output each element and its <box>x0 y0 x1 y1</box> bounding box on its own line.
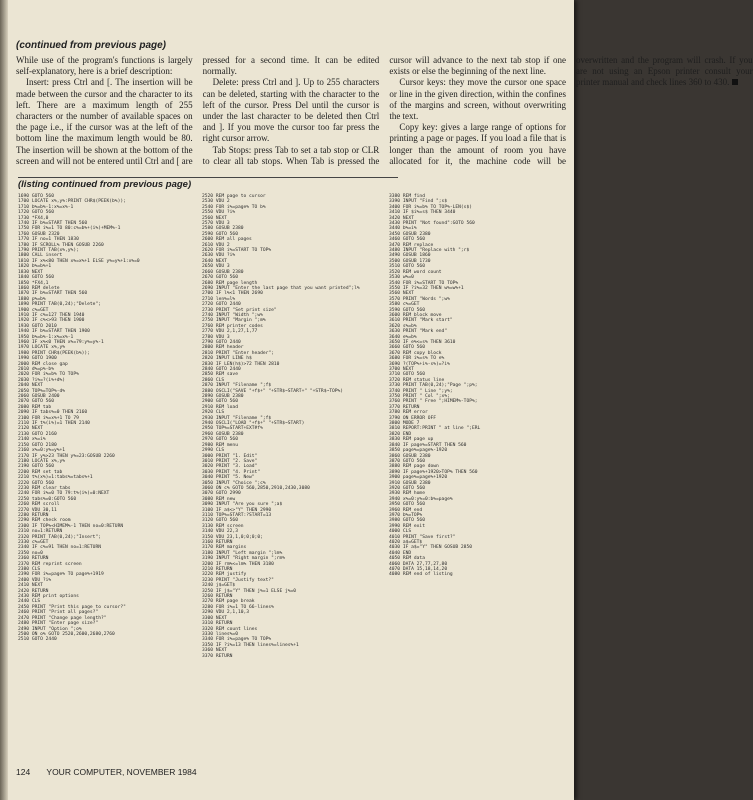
prose-paragraph: While use of the program's functions is largely self-explanatory, here is a brief description: <box>16 55 193 77</box>
magazine-issue: YOUR COMPUTER, NOVEMBER 1984 <box>46 767 197 777</box>
page-number: 124 <box>16 767 31 777</box>
prose-paragraph: Tab Stops: press Tab to set a tab stop or CLR to clear all tab stops. When Tab is pressed the cursor will advance to the next tab stop if one exists or else the beginning of the next line. <box>202 55 566 166</box>
prose-paragraph: Insert: press Ctrl and [. The insertion will be made between the cursor and the character to its left. There are a maximum length of 255 characters or the number of available spaces on the page i.e., if the cursor was at the left of the bottom line the maximum length would be 80. The insertion will be shown at the bottom of the screen and will not be entered until Ctrl and [ are pressed for a second time. It can be edited normally. <box>16 55 380 166</box>
end-of-article-mark <box>732 79 738 85</box>
prose-last-text: Copy key: gives a large range of options for printing a page or pages. If you load a file that is longer than the amount of room you have allocated for it, the machine code will be overwritten and the program will crash. If you are not using an Epson printer consult your printer manual and check lines 360 to 430. <box>389 55 753 166</box>
page-gutter <box>0 0 8 800</box>
listing-column-1: 1690 GOTO 560 1700 LOCATE x%,y%:PRINT CHR$(PEEK(b%)); 1710 b%=b%-1:x%=x%-1 1720 GOTO 560 1730 *FX4,0 1740 IF b%=START THEN 560 1750 FOR i%=1 TO 80:c%=b%+(i%)+MEM%-1 1760 GOSUB 2320 1770 IF no=1 THEN 1830 1780 IF SCROLL% THEN GOSUB 2260 1790 PRINT TAB(x%,y%); 1800 CALL insert 1810 IF x%<80 THEN x%=x%+1 ELSE y%=y%+1:x%=0 1820 b%=b%+1 1830 NEXT 1840 GOTO 560 1850 *FX4,1 1860 REM delete 1870 IF b%=START THEN 560 1880 p%=b% 1890 PRINT TAB(0,24);"Delete"; 1900 c%=GET 1910 IF c%=127 THEN 1940 1920 IF c%<>93 THEN 1900 1930 GOTO 2010 1940 IF b%=START THEN 1900 1950 b%=b%-1:x%=x%-1 1960 IF x%<0 THEN x%=79:y%=y%-1 1970 LOCATE x%,y% 1980 PRINT CHR$(PEEK(b%)); 1990 GOTO 1900 2000 REM close gap 2010 d%=p%-b% 2020 FOR i%=b% TO TOP% 2030 ?i%=?(i%+d%) 2040 NEXT 2050 TOP%=TOP%-d% 2060 GOSUB 2400 2070 GOTO 560 2080 REM tab 2090 IF tabs%=0 THEN 2160 2100 FOR i%=x%+1 TO 79 2110 IF t%(i%)=1 THEN 2140 2120 NEXT 2130 GOTO 2160 2140 x%=i% 2150 GOTO 2180 2160 x%=0:y%=y%+1 2170 IF y%>23 THEN y%=23:GOSUB 2260 2180 LOCATE x%,y% 2190 GOTO 560 2200 REM set tab 2210 t%(x%)=1:tabs%=tabs%+1 2220 GOTO 560 2230 REM clear tabs 2240 FOR i%=0 TO 79:t%(i%)=0:NEXT 2250 tabs%=0:GOTO 560 2260 REM scroll 2270 VDU 30,11 2280 RETURN 2290 REM check room 2300 IF TOP%<HIMEM%-1 THEN no=0:RETURN 2310 no=1:RETURN 2320 PRINT TAB(0,24);"Insert"; 2330 c%=GET 2340 IF c%=91 THEN no=1:RETURN 2350 no=0 2360 RETURN 2370 REM reprint screen 2380 CLS 2390 FOR i%=page% TO page%+1919 2400 VDU ?i% 2410 NEXT 2420 RETURN 2430 REM print options 2440 CLS 2450 PRINT "Print this page to cursor?" 2460 PRINT "Print all pages?" 2470 PRINT "Change page length?" 2480 PRINT "Enter page size?" 2490 INPUT "Option ";o% 2500 ON o% GOTO 2520,2600,2680,2760 2510 GOTO 2440 <box>18 194 140 643</box>
prose-paragraph: Cursor keys: they move the cursor one space or line in the given direction, within the confines of the margins and screen, without overwriting the text. <box>389 77 566 122</box>
continued-header: (continued from previous page) <box>16 40 167 51</box>
page-footer <box>16 767 566 777</box>
article-prose <box>16 55 753 175</box>
listing-column-3: 3380 REM find 3390 INPUT "Find ";s$ 3400 FOR i%=b% TO TOP%-LEN(s$) 3410 IF $i%=s$ THEN 3440 3420 NEXT 3430 PRINT "Not found":GOTO 560 3440 b%=i% 3450 GOSUB 2380 3460 GOTO 560 3470 REM replace 3480 INPUT "Replace with ";r$ 3490 GOSUB 1860 3500 GOSUB 1730 3510 GOTO 560 3520 REM word count 3530 w%=0 3540 FOR i%=START TO TOP% 3550 IF ?i%=32 THEN w%=w%+1 3560 NEXT 3570 PRINT "Words ";w% 3580 c%=GET 3590 GOTO 560 3600 REM block move 3610 PRINT "Mark start" 3620 s%=b% 3630 PRINT "Mark end" 3640 e%=b% 3650 IF e%<=s% THEN 3610 3660 GOTO 560 3670 REM copy block 3680 FOR i%=s% TO e% 3690 ?(TOP%+i%-s%)=?i% 3700 NEXT 3710 GOTO 560 3720 REM status line 3730 PRINT TAB(0,24);"Page ";p%; 3740 PRINT " Line ";y%; 3750 PRINT " Col ";x%; 3760 PRINT " Free ";HIMEM%-TOP%; 3770 RETURN 3780 REM error 3790 ON ERROR OFF 3800 MODE 7 3810 REPORT:PRINT " at line ";ERL 3820 END 3830 REM page up 3840 IF page%=START THEN 560 3850 page%=page%-1920 3860 GOSUB 2380 3870 GOTO 560 3880 REM page down 3890 IF page%+1920>TOP% THEN 560 3900 page%=page%+1920 3910 GOSUB 2380 3920 GOTO 560 3930 REM home 3940 x%=0:y%=0:b%=page% 3950 GOTO 560 3960 REM end 3970 b%=TOP% 3980 GOTO 560 3990 REM exit 4000 CLS 4010 PRINT "Save first?" 4020 a$=GET$ 4030 IF a$="Y" THEN GOSUB 2850 4040 END 4050 REM data 4060 DATA 27,77,27,80 4070 DATA 15,18,14,20 4080 REM end of listing <box>389 194 481 578</box>
listing-column-2: 2520 REM page to cursor 2530 VDU 2 2540 FOR i%=page% TO b% 2550 VDU ?i% 2560 NEXT 2570 VDU 3 2580 GOSUB 2380 2590 GOTO 560 2600 REM all pages 2610 VDU 2 2620 FOR i%=START TO TOP% 2630 VDU ?i% 2640 NEXT 2650 VDU 3 2660 GOSUB 2380 2670 GOTO 560 2680 REM page length 2690 INPUT "Enter the last page that you want printed";l% 2700 IF l%<1 THEN 2690 2710 len%=l% 2720 GOTO 2440 2730 PRINT "Set print size" 2740 INPUT "Width ";w% 2750 INPUT "Margin ";m% 2760 REM printer codes 2770 VDU 2,1,27,1,77 2780 VDU 3 2790 GOTO 2440 2800 REM header 2810 PRINT "Enter header"; 2820 INPUT LINE h$ 2830 IF LEN(h$)>72 THEN 2810 2840 GOTO 2440 2850 REM save 2860 CLS 2870 INPUT "Filename ";f$ 2880 OSCLI("SAVE "+f$+" "+STR$~START+" "+STR$~TOP%) 2890 GOSUB 2380 2900 GOTO 560 2910 REM load 2920 CLS 2930 INPUT "Filename ";f$ 2940 OSCLI("LOAD "+f$+" "+STR$~START) 2950 TOP%=START+EXT#f% 2960 GOSUB 2380 2970 GOTO 560 2980 REM menu 2990 CLS 3000 PRINT "1. Edit" 3010 PRINT "2. Save" 3020 PRINT "3. Load" 3030 PRINT "4. Print" 3040 PRINT "5. New" 3050 INPUT "Choice ";c% 3060 ON c% GOTO 560,2850,2910,2430,3080 3070 GOTO 2990 3080 REM new 3090 INPUT "Are you sure ";a$ 3100 IF a$<>"Y" THEN 2990 3110 TOP%=START:?START=13 3120 GOTO 560 3130 REM screen 3140 VDU 22,3 3150 VDU 23,1,0;0;0;0; 3160 RETURN 3170 REM margins 3180 INPUT "Left margin ";lm% 3190 INPUT "Right margin ";rm% 3200 IF rm%<=lm% THEN 3180 3210 RETURN 3220 REM justify 3230 PRINT "Justify text?" 3240 j$=GET$ 3250 IF j$="Y" THEN j%=1 ELSE j%=0 3260 RETURN 3270 REM page break 3280 FOR i%=1 TO 66-lines% 3290 VDU 2,1,10,3 3300 NEXT 3310 RETURN 3320 REM count lines 3330 lines%=0 3340 FOR i%=page% TO TOP% 3350 IF ?i%=13 THEN lines%=lines%+1 3360 NEXT 3370 RETURN <box>202 194 360 659</box>
listing-header: (listing continued from previous page) <box>18 177 398 191</box>
prose-paragraph: Delete: press Ctrl and ]. Up to 255 characters can be deleted, starting with the character to the left of the cursor. Press Del until the cursor is under the last character to be deleted then Ctrl and ]. If you move the cursor too far press the right cursor arrow. <box>202 77 380 144</box>
